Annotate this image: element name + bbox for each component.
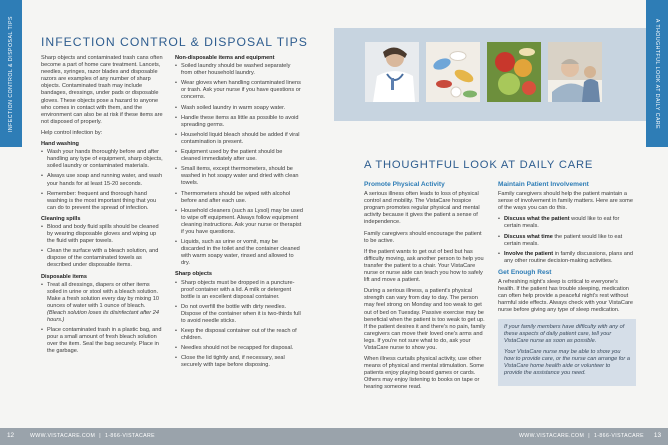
- section-tab: [646, 0, 668, 147]
- callout-paragraph: If your family members have difficulty with any of these aspects of daily patient care, tell your VistaCare nurse as soon as possible.: [504, 323, 625, 344]
- list-item: [498, 216, 636, 230]
- list-item: • Household liquid bleach should be added if viral contamination is present.: [175, 132, 303, 146]
- photo-nurse: [365, 42, 419, 102]
- sharp-objects-heading: Sharp objects: [175, 271, 212, 278]
- sharp-objects-list: [175, 280, 303, 370]
- hand-washing-heading: Hand washing: [41, 141, 79, 148]
- list-item: • Household cleaners (such as Lysol) may be used to wipe off equipment. Always follow equipment cleaning instructions. Ask your nurse or therapist if you have questions.: [175, 208, 303, 236]
- cleaning-spills-list: [41, 224, 165, 270]
- maintain-involvement-heading: Maintain Patient Involvement: [498, 181, 589, 188]
- footer-phone: 1-866-VISTACARE: [104, 433, 155, 439]
- list-item: • Sharp objects must be dropped in a puncture-proof container with a lid. A milk or detergent bottle is an excellent disposal container.: [175, 280, 303, 301]
- list-item-text: Treat all dressings, diapers or other items soiled in urine or stool with a bleach solution. Make a fresh solution every day by mixing 10 ounces of water with 1 ounce of bleach.: [47, 281, 159, 309]
- list-item: • Place contaminated trash in a plastic bag, and pour a small amount of fresh bleach solution over the item. Seal the bag securely. Place in the garbage.: [41, 327, 165, 355]
- list-item: [498, 234, 636, 248]
- list-item: • Wash soiled laundry in warm soapy water.: [175, 105, 303, 112]
- disposable-items-heading: Disposable items: [41, 273, 88, 280]
- paragraph: During a serious illness, a patient's physical strength can vary from day to day. The person may feel strong on Monday and too weak to get out of bed on Tuesday. Passive exercise may be beneficial when the patient is too weak to get up. If the patient desires it and there's no pain, family caregivers can move their loved one's arms and legs. If you're not sure what to do, ask your VistaCare nurse to show you.: [364, 288, 486, 351]
- photo-patient: [548, 42, 602, 102]
- non-disposable-heading: Non-disposable items and equipment: [175, 55, 275, 61]
- right-page: [334, 0, 668, 445]
- list-item: • Clean the surface with a bleach solution, and dispose of the contaminated towels as described under disposable items.: [41, 248, 165, 269]
- list-item: • Handle these items as little as possible to avoid spreading germs.: [175, 115, 303, 129]
- paragraph: A serious illness often leads to loss of physical control and mobility. The VistaCare hospice program promotes regular physical and mental activity because it gives the patient a sense of independence.: [364, 191, 480, 226]
- section-tab-text: A THOUGHTFUL LOOK AT DAILY CARE: [654, 18, 660, 130]
- list-item: • Keep the disposal container out of the reach of children.: [175, 328, 303, 342]
- list-item-lead: Discuss what the patient: [504, 216, 570, 223]
- footer-website: WWW.VISTACARE.COM: [519, 433, 585, 439]
- list-item-lead: Involve the patient: [504, 250, 554, 257]
- page-number: 13: [653, 432, 661, 439]
- involvement-list: [498, 216, 636, 265]
- right-column-2: [498, 181, 636, 386]
- list-item: • Equipment used by the patient should be cleaned immediately after use.: [175, 149, 303, 163]
- list-item: • Wash your hands thoroughly before and after handling any type of equipment, sharp objects, soiled laundry or contaminated materials.: [41, 149, 165, 170]
- callout-box: [498, 319, 636, 387]
- list-item: • Small items, except thermometers, should be washed in hot soapy water and dried with clean towels.: [175, 166, 303, 187]
- hand-washing-list: [41, 149, 165, 212]
- photo-food: [487, 42, 541, 102]
- paragraph: When illness curtails physical activity, use other means of physical and mental stimulation. Some patients enjoy playing board games or cards. Others may enjoy listening to books on tape or hearing someone read.: [364, 356, 485, 391]
- callout-paragraph: Your VistaCare nurse may be able to show you how to provide care, or the nurse can arrange for a VistaCare home health aide or volunteer to provide the assistance you need.: [504, 348, 630, 377]
- footer-contact: [30, 433, 155, 439]
- list-item: • Do not overfill the bottle with dirty needles. Dispose of the container when it is two-thirds full to avoid needle sticks.: [175, 304, 303, 325]
- left-column-1: [41, 55, 165, 360]
- footer-phone: 1-866-VISTACARE: [593, 433, 644, 439]
- left-column-2: [175, 55, 303, 374]
- paragraph: Family caregivers should encourage the patient to be active.: [364, 230, 482, 244]
- page-number: 12: [7, 432, 15, 439]
- page-footer: [334, 428, 668, 445]
- page-title: A THOUGHTFUL LOOK AT DAILY CARE: [364, 159, 594, 171]
- help-text: Help control infection by:: [41, 129, 103, 136]
- list-item: • Soiled laundry should be washed separately from other household laundry.: [175, 63, 303, 77]
- list-item: • Close the lid tightly and, if necessary, seal securely with tape before disposing.: [175, 355, 303, 369]
- list-item: • Liquids, such as urine or vomit, may be discarded in the toilet and the container cleaned with warm soapy water, rinsed and allowed to dry.: [175, 239, 303, 267]
- section-tab-text: INFECTION CONTROL & DISPOSAL TIPS: [8, 15, 14, 133]
- rest-heading: Get Enough Rest: [498, 268, 552, 276]
- footer-separator: |: [99, 433, 101, 439]
- list-item: • Always use soap and running water, and wash your hands for at least 15-20 seconds.: [41, 173, 165, 187]
- photo-strip: [334, 28, 646, 121]
- list-item-text: would like to eat for certain meals.: [504, 216, 620, 230]
- photo-pills: [426, 42, 480, 102]
- page-title: INFECTION CONTROL & DISPOSAL TIPS: [41, 35, 308, 49]
- list-item-note: (Bleach solution loses its disinfectant after 24 hours.): [47, 310, 159, 324]
- footer-separator: |: [588, 433, 590, 439]
- list-item: • Remember: frequent and thorough hand washing is the most important thing that you can do to prevent the spread of infection.: [41, 191, 165, 212]
- list-item-text: the patient would like to eat certain meals.: [504, 233, 623, 247]
- list-item: • Wear gloves when handling contaminated linens or trash. Ask your nurse if you have questions or concerns.: [175, 80, 303, 101]
- promote-activity-heading: Promote Physical Activity: [364, 181, 445, 188]
- cleaning-spills-heading: Cleaning spills: [41, 215, 81, 222]
- footer-website: WWW.VISTACARE.COM: [30, 433, 96, 439]
- footer-contact: [519, 433, 644, 439]
- section-tab: [0, 0, 22, 147]
- list-item-text: in family discussions, plans and any other routine decision-making activities.: [504, 250, 634, 264]
- list-item: • Blood and body fluid spills should be cleaned by wearing disposable gloves and wiping up the fluid with paper towels.: [41, 224, 165, 245]
- paragraph: A refreshing night's sleep is critical to everyone's health. If the patient has trouble sleeping, medication can often help provide a peaceful night's rest without harmful side effects. Always check with your VistaCare nurse before giving any type of sleep medication.: [498, 279, 634, 314]
- intro-paragraph: Sharp objects and contaminated trash cans often become a part of home care treatment. Lancets, needles, syringes, razor blades and disposable razors are examples of any number of sharp objects. Contaminated trash may include bandages, dressings, under pads or disposable gloves. These objects pose a hazard to anyone who comes in contact with them, and the environment can also be at risk if these items are not disposed of properly.: [41, 55, 163, 125]
- page-footer: [0, 428, 334, 445]
- paragraph: Family caregivers should help the patient maintain a sense of involvement in family matters. Here are some of the ways you can do this.: [498, 191, 633, 212]
- right-column-1: [364, 181, 486, 396]
- paragraph: If the patient wants to get out of bed but has difficulty moving, ask another person to help you transfer the patient to a chair. Your VistaCare nurse or nurse aide can teach you how to safely lift and move a patient.: [364, 248, 484, 284]
- list-item: • Needles should not be recapped for disposal.: [175, 345, 303, 352]
- disposable-items-list: [41, 282, 165, 356]
- list-item: [498, 251, 636, 265]
- non-disposable-list: [175, 63, 303, 267]
- list-item: [41, 282, 165, 325]
- list-item: • Thermometers should be wiped with alcohol before and after each use.: [175, 191, 303, 205]
- list-item-lead: Discuss what time: [504, 233, 553, 240]
